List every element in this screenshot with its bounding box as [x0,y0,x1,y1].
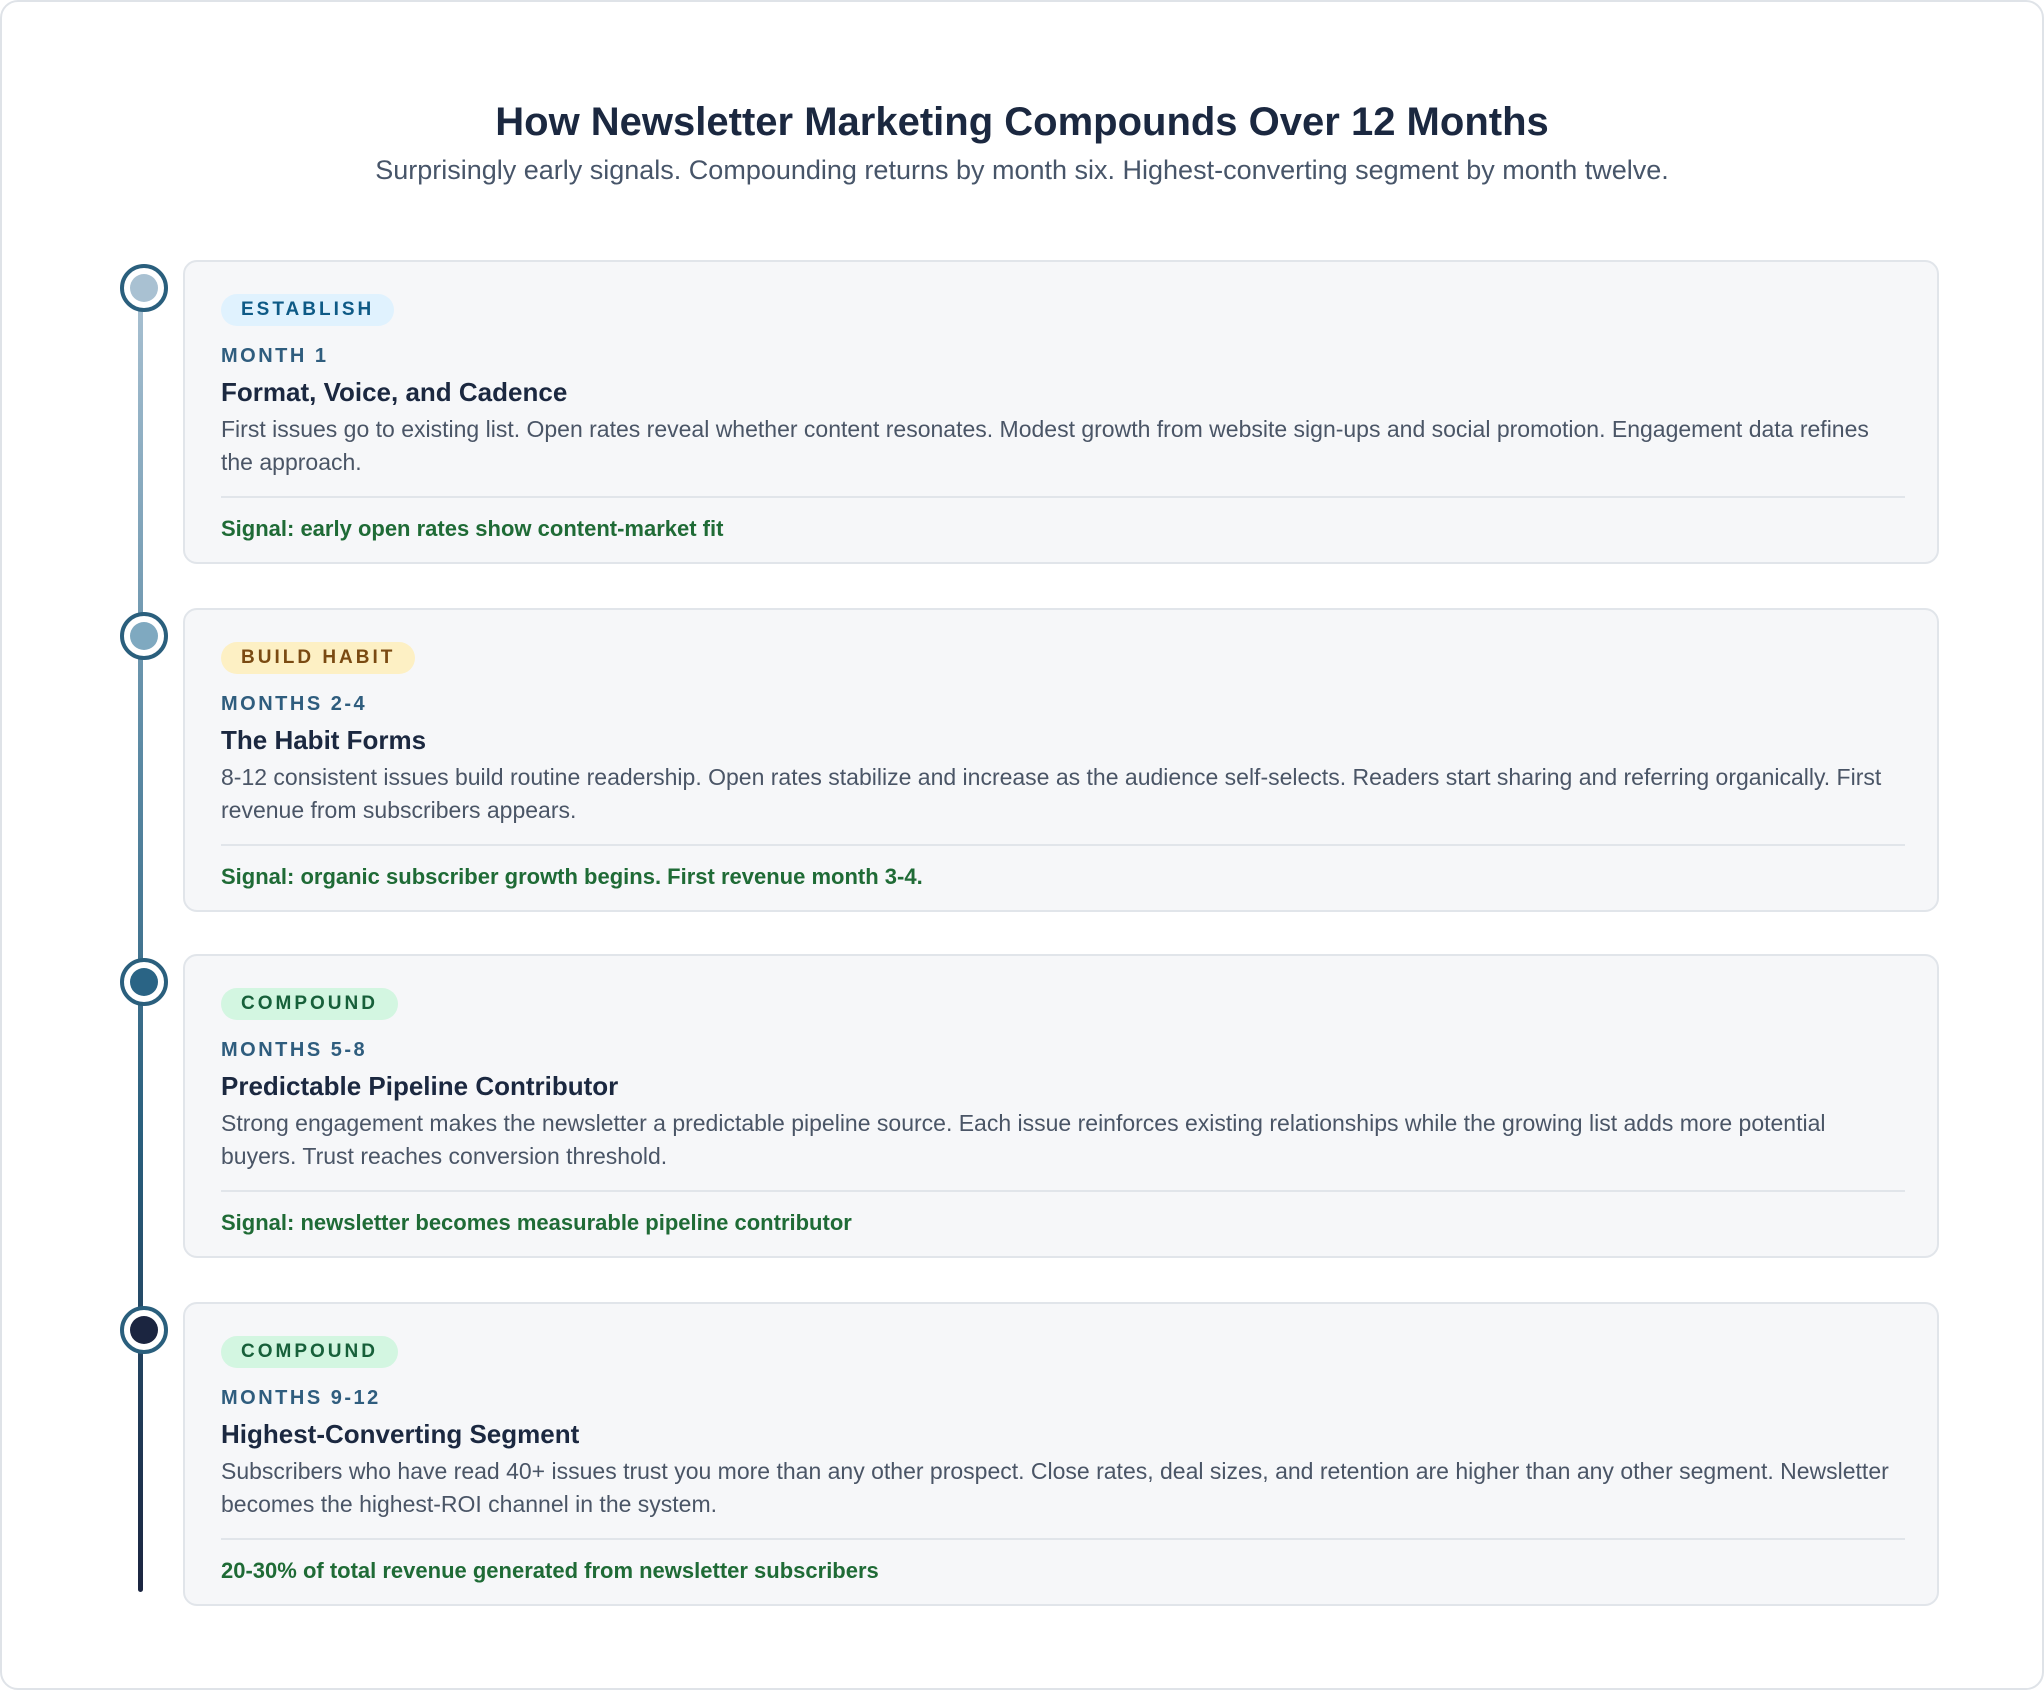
divider [221,844,1905,846]
stage-badge: COMPOUND [221,1336,398,1368]
stage-title: Highest-Converting Segment [221,1419,580,1449]
stage-title: The Habit Forms [221,725,427,755]
stage-signal: Signal: newsletter becomes measurable pipeline contributor [221,1210,852,1235]
stage-marker-dot [130,274,158,302]
stage-card [183,954,1939,1258]
stage-signal: Signal: early open rates show content-market fit [221,516,724,541]
stage-marker-dot [130,622,158,650]
stage-badge: COMPOUND [221,988,398,1020]
stage-marker-dot [130,1316,158,1344]
divider [221,496,1905,498]
stage-marker [120,264,168,312]
page-subtitle: Surprisingly early signals. Compounding returns by month six. Highest-converting segment by month twelve. [375,155,1669,185]
stage-description: 8-12 consistent issues build routine readership. Open rates stabilize and increase as the audience self-selects. Readers start sharing and referring organically. First revenue from subscribers appears. [221,764,1882,823]
divider [221,1538,1905,1540]
stage-signal: 20-30% of total revenue generated from newsletter subscribers [221,1558,879,1583]
stage-description: Subscribers who have read 40+ issues trust you more than any other prospect. Close rates, deal sizes, and retention are higher than any other segment. Newsletter becomes the highest-ROI channel in the system. [221,1458,1889,1517]
stage-period: MONTHS 5-8 [221,1039,368,1061]
stage-signal: Signal: organic subscriber growth begins. First revenue month 3-4. [221,864,923,889]
page-title: How Newsletter Marketing Compounds Over 12 Months [495,100,1549,144]
stage-badge: ESTABLISH [221,294,394,326]
stage-marker [120,1306,168,1354]
divider [221,1190,1905,1192]
stage-period: MONTHS 9-12 [221,1387,381,1409]
stage-marker [120,612,168,660]
stage-badge: BUILD HABIT [221,642,415,674]
stage-description: First issues go to existing list. Open rates reveal whether content resonates. Modest growth from website sign-ups and social promotion. Engagement data refines the approach. [221,416,1869,475]
stage-title: Format, Voice, and Cadence [221,377,568,407]
stage-description: Strong engagement makes the newsletter a predictable pipeline source. Each issue reinforces existing relationships while the growing list adds more potential buyers. Trust reaches conversion threshold. [221,1110,1826,1169]
stage-card [183,608,1939,912]
stage-title: Predictable Pipeline Contributor [221,1071,619,1101]
stage-card [183,260,1939,564]
stage-period: MONTH 1 [221,345,329,367]
stage-card [183,1302,1939,1606]
stage-marker-dot [130,968,158,996]
stage-marker [120,958,168,1006]
stage-period: MONTHS 2-4 [221,693,368,715]
